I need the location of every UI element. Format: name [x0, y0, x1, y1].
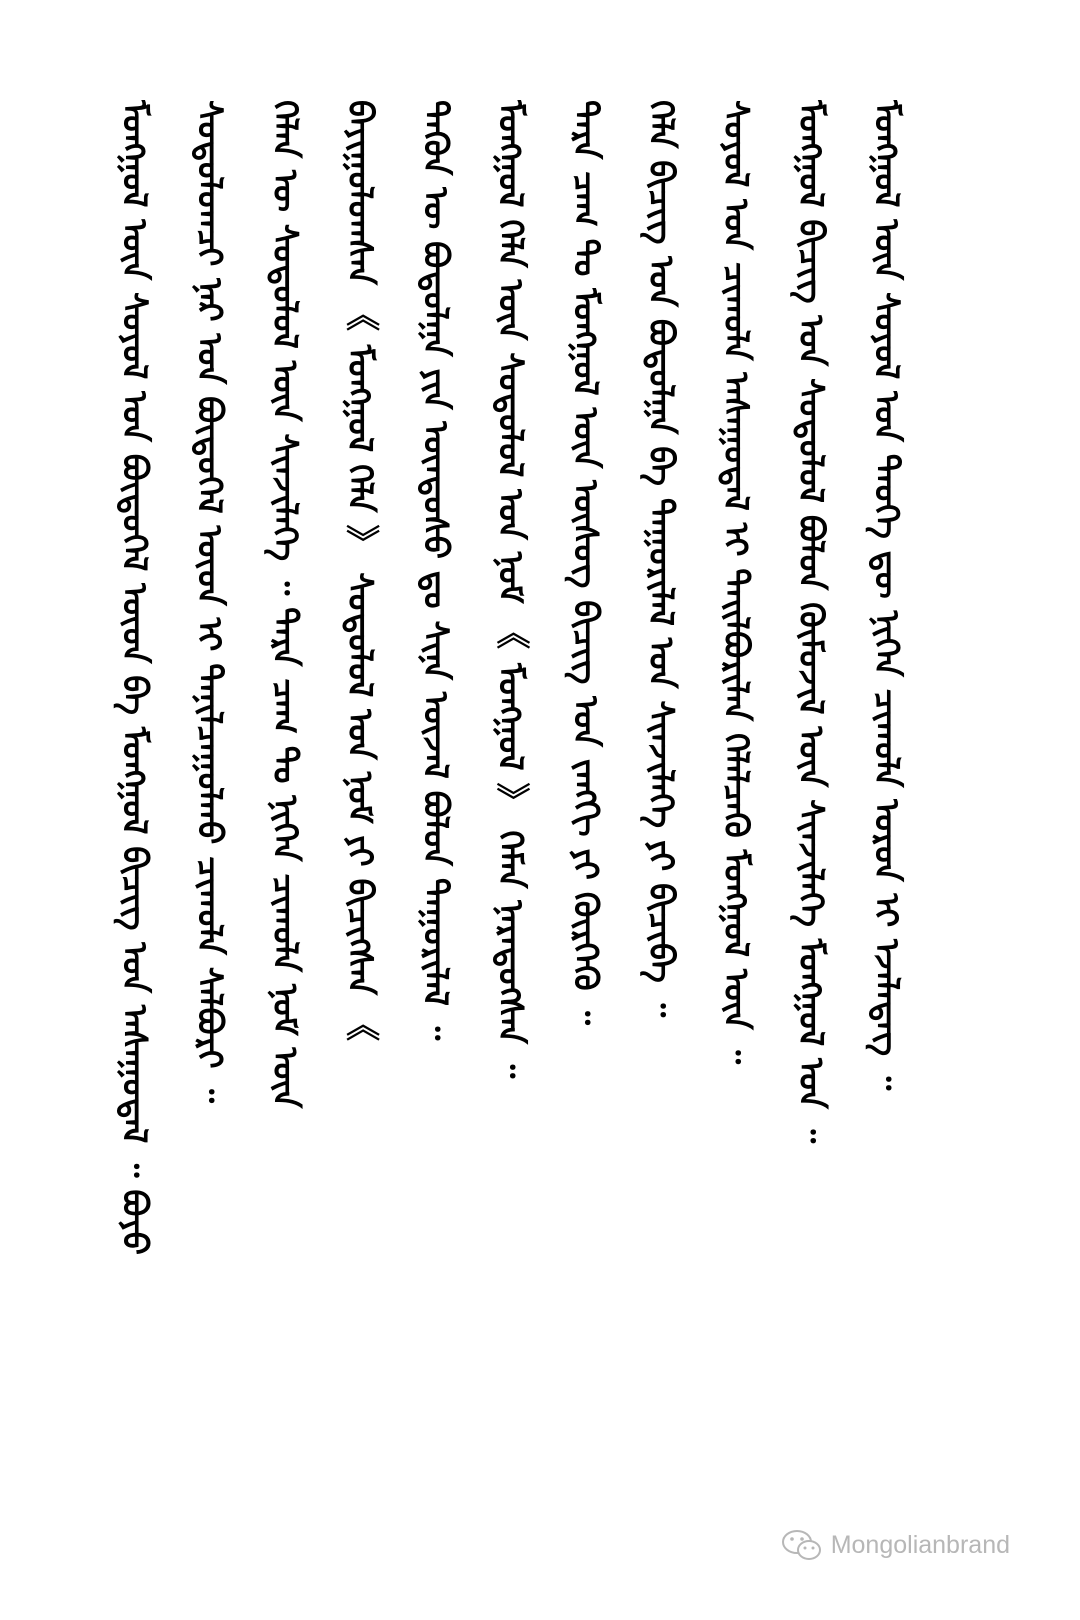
text-column-content: ᠪᠠᠶᠢᠭᠤᠯᠤᠭᠰᠠᠨ 《 ᠮᠣᠩᠭᠣᠯ ᠬᠡᠯᠡ 》 ᠰᠤᠳᠤᠯᠤᠯ ᠤᠨ ᠨᠣᠮ ᠶᠢ ᠪᠢᠴᠢᠭᠰᠡᠨ 《	[339, 100, 380, 1042]
watermark-text: Mongolianbrand	[830, 1530, 1010, 1559]
text-column	[250, 100, 318, 1500]
text-column-content: ᠬᠡᠯᠡ ᠪᠢᠴᠢᠭ ᠤᠨ ᠪᠣᠳᠣᠯᠭᠠ ᠪᠠ ᠲᠠᠭᠤᠷᠢᠯᠠᠯ ᠤᠨ ᠰᠢᠨᠵᠢᠯᠡᠭᠡ ᠶᠢ ᠪᠢᠴᠢᠪᠡ ᠃	[640, 100, 681, 1018]
text-column	[852, 100, 920, 1500]
text-column-content: ᠰᠤᠳᠤᠯᠤᠭᠴᠢ ᠨᠠᠷ ᠤᠨ ᠪᠦᠲᠦᠭᠡᠯ ᠦᠳ ᠢ ᠲᠠᠨᠢᠯᠴᠠᠭᠤᠯᠬᠤ ᠴᠢᠬᠤᠯᠠ ᠰᠠᠯᠪᠤᠷᠢ ᠃	[189, 100, 230, 1103]
text-column	[175, 100, 243, 1500]
text-column	[401, 100, 469, 1500]
text-column-content: ᠰᠣᠶᠣᠯ ᠤᠨ ᠴᠢᠬᠤᠯᠠ ᠠᠰᠠᠭᠤᠳᠠᠯ ᠢ ᠲᠠᠢᠯᠪᠤᠷᠢᠯᠠᠨ ᠬᠡᠯᠡᠯᠴᠡᠬᠦ ᠮᠣᠩᠭᠣᠯ ᠦᠨ ᠃	[715, 100, 756, 1064]
text-column	[326, 100, 394, 1500]
text-column	[551, 100, 619, 1500]
text-column-content: ᠮᠣᠩᠭᠣᠯ ᠦᠨ ᠰᠣᠶᠣᠯ ᠤᠨ ᠲᠡᠦᠬᠡ ᠳᠦ ᠨᠢᠭᠡᠨ ᠴᠢᠬᠤᠯᠠ ᠣᠷᠣᠨ ᠢ ᠡᠵᠡᠯᠡᠳᠡᠭ ᠃	[865, 100, 906, 1091]
text-column-content: ᠮᠣᠩᠭᠣᠯ ᠬᠡᠯᠡ ᠦᠨ ᠰᠤᠳᠤᠯᠤᠯ ᠤᠨ ᠨᠣᠮ 《 ᠮᠣᠩᠭᠣᠯ 》 ᠬᠡᠮᠡᠨ ᠨᠡᠷᠡᠳᠦᠭᠰᠡᠨ ᠃	[489, 100, 530, 1079]
wechat-icon	[781, 1528, 823, 1562]
mongolian-text-block	[100, 100, 920, 1500]
text-column	[777, 100, 845, 1500]
text-column-content: ᠮᠣᠩᠭᠣᠯ ᠪᠢᠴᠢᠭ ᠤᠨ ᠰᠤᠳᠤᠯᠤᠯ ᠪᠣᠯᠤᠨ ᠬᠦᠮᠦᠵᠢᠯ ᠦᠨ ᠰᠢᠨᠵᠢᠯᠡᠭᠡ ᠮᠣᠩᠭᠣᠯ ᠤᠨ ᠃	[790, 100, 831, 1144]
text-column	[476, 100, 544, 1500]
text-column	[100, 100, 168, 1500]
text-column	[626, 100, 694, 1500]
text-column-content: ᠬᠡᠯᠡᠨ ᠦ ᠰᠤᠳᠤᠯᠤᠯ ᠦᠨ ᠰᠢᠨᠵᠢᠯᠡᠭᠡ ᠃ ᠲᠡᠷᠡ ᠴᠠᠭ ᠲᠤ ᠨᠢᠭᠡᠨ ᠴᠢᠬᠤᠯᠠ ᠨᠣᠮ ᠦᠨ	[264, 100, 305, 1109]
text-column-content: ᠮᠣᠩᠭᠣᠯ ᠦᠨ ᠰᠣᠶᠣᠯ ᠤᠨ ᠪᠦᠲᠦᠭᠡᠯ ᠦᠳ ᠪᠠ ᠮᠣᠩᠭᠣᠯ ᠪᠢᠴᠢᠭ ᠤᠨ ᠠᠰᠠᠭᠤᠳᠠᠯ ᠃ ᠪᠤᠶᠤ	[114, 100, 154, 1255]
text-column-content: ᠲᠡᠭᠦᠨ ᠦ ᠪᠣᠳᠣᠯᠭᠠ ᠶᠢᠨ ᠦᠨᠳᠦᠰᠦ ᠳᠤ ᠰᠢᠨᠡ ᠦᠵᠡᠯ ᠪᠣᠯᠤᠨ ᠲᠠᠭᠤᠷᠢᠯᠠᠯ ᠃	[414, 100, 455, 1041]
watermark	[781, 1528, 1010, 1562]
text-column-content: ᠲᠡᠷᠡ ᠴᠠᠭ ᠲᠤ ᠮᠣᠩᠭᠣᠯ ᠦᠨ ᠦᠰᠦᠭ ᠪᠢᠴᠢᠭ ᠤᠨ ᠵᠠᠩᠭᠢ ᠶᠢ ᠬᠦᠷᠭᠡᠬᠦ ᠃	[565, 100, 606, 1025]
text-column	[702, 100, 770, 1500]
